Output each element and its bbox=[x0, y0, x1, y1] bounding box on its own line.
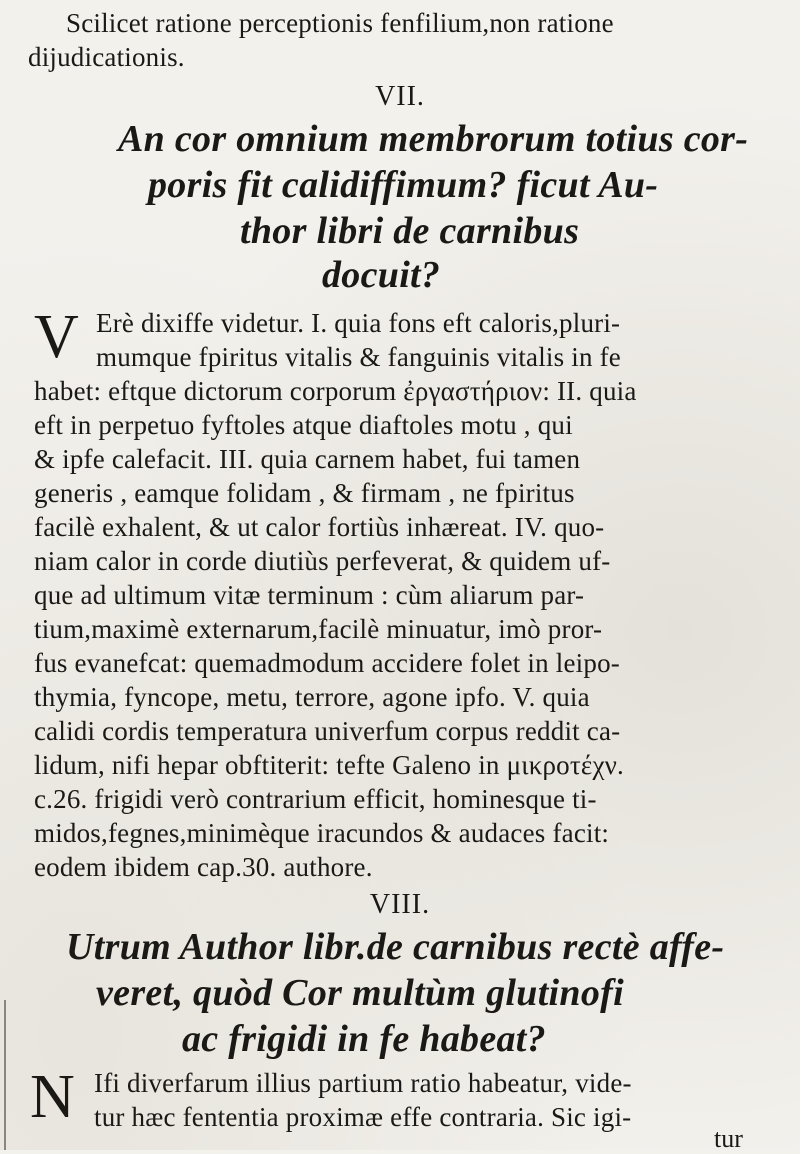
text-line: Scilicet ratione perceptionis fenfilium,non ratione bbox=[66, 8, 614, 38]
section-heading: thor libri de carnibus bbox=[240, 210, 580, 252]
text-line: tur hæc fententia proximæ effe contraria. Sic igi- bbox=[94, 1102, 632, 1132]
page-edge bbox=[4, 1000, 6, 1150]
text-line: generis , eamque folidam , & firmam , ne fpiritus bbox=[34, 478, 575, 508]
catchword: tur bbox=[714, 1124, 743, 1153]
section-heading: ac frigidi in fe habeat? bbox=[182, 1018, 546, 1060]
text-line: facilè exhalent, & ut calor fortiùs inhæreat. IV. quo- bbox=[34, 512, 605, 542]
text-line: niam calor in corde diutiùs perfeverat, & quidem uf- bbox=[34, 546, 611, 576]
section-heading: An cor omnium membrorum totius cor- bbox=[118, 118, 749, 160]
text-line: Ifi diverfarum illius partium ratio habeatur, vide- bbox=[94, 1068, 632, 1098]
text-line: mumque fpiritus vitalis & fanguinis vitalis in fe bbox=[96, 342, 621, 372]
text-line: fus evanefcat: quemadmodum accidere folet in leipo- bbox=[34, 648, 620, 678]
text-line: midos,fegnes,minimèque iracundos & audaces facit: bbox=[34, 818, 610, 848]
text-line: c.26. frigidi verò contrarium efficit, hominesque ti- bbox=[34, 784, 597, 814]
text-line: habet: eftque dictorum corporum ἐργαστήριον: II. quia bbox=[34, 376, 637, 406]
text-line: tium,maximè externarum,facilè minuatur, imò pror- bbox=[34, 614, 603, 644]
section-numeral: VIII. bbox=[369, 889, 431, 920]
text-line: eft in perpetuo fyftoles atque diaftoles motu , qui bbox=[34, 410, 573, 440]
text-line: eodem ibidem cap.30. authore. bbox=[34, 852, 373, 882]
section-heading: Utrum Author libr.de carnibus rectè affe- bbox=[66, 926, 725, 968]
text-line: que ad ultimum vitæ terminum : cùm aliarum par- bbox=[34, 580, 585, 610]
text-line: thymia, fyncope, metu, terrore, agone ipfo. V. quia bbox=[34, 682, 590, 712]
text-line: Erè dixiffe videtur. I. quia fons eft caloris,pluri- bbox=[96, 308, 621, 338]
text-line: calidi cordis temperatura univerfum corpus reddit ca- bbox=[34, 716, 621, 746]
section-heading: poris fit calidiffimum? ficut Au- bbox=[148, 164, 659, 206]
section-heading: veret, quòd Cor multùm glutinofi bbox=[96, 972, 624, 1014]
drop-cap: V bbox=[34, 303, 79, 371]
text-line: & ipfe calefacit. III. quia carnem habet, fui tamen bbox=[34, 444, 581, 474]
section-numeral: VII. bbox=[375, 81, 425, 112]
text-line: lidum, nifi hepar obftiterit: tefte Galeno in μικροτέχν. bbox=[34, 750, 625, 780]
text-line: dijudicationis. bbox=[28, 42, 185, 72]
drop-cap: N bbox=[30, 1063, 75, 1131]
section-heading: docuit? bbox=[322, 254, 441, 296]
